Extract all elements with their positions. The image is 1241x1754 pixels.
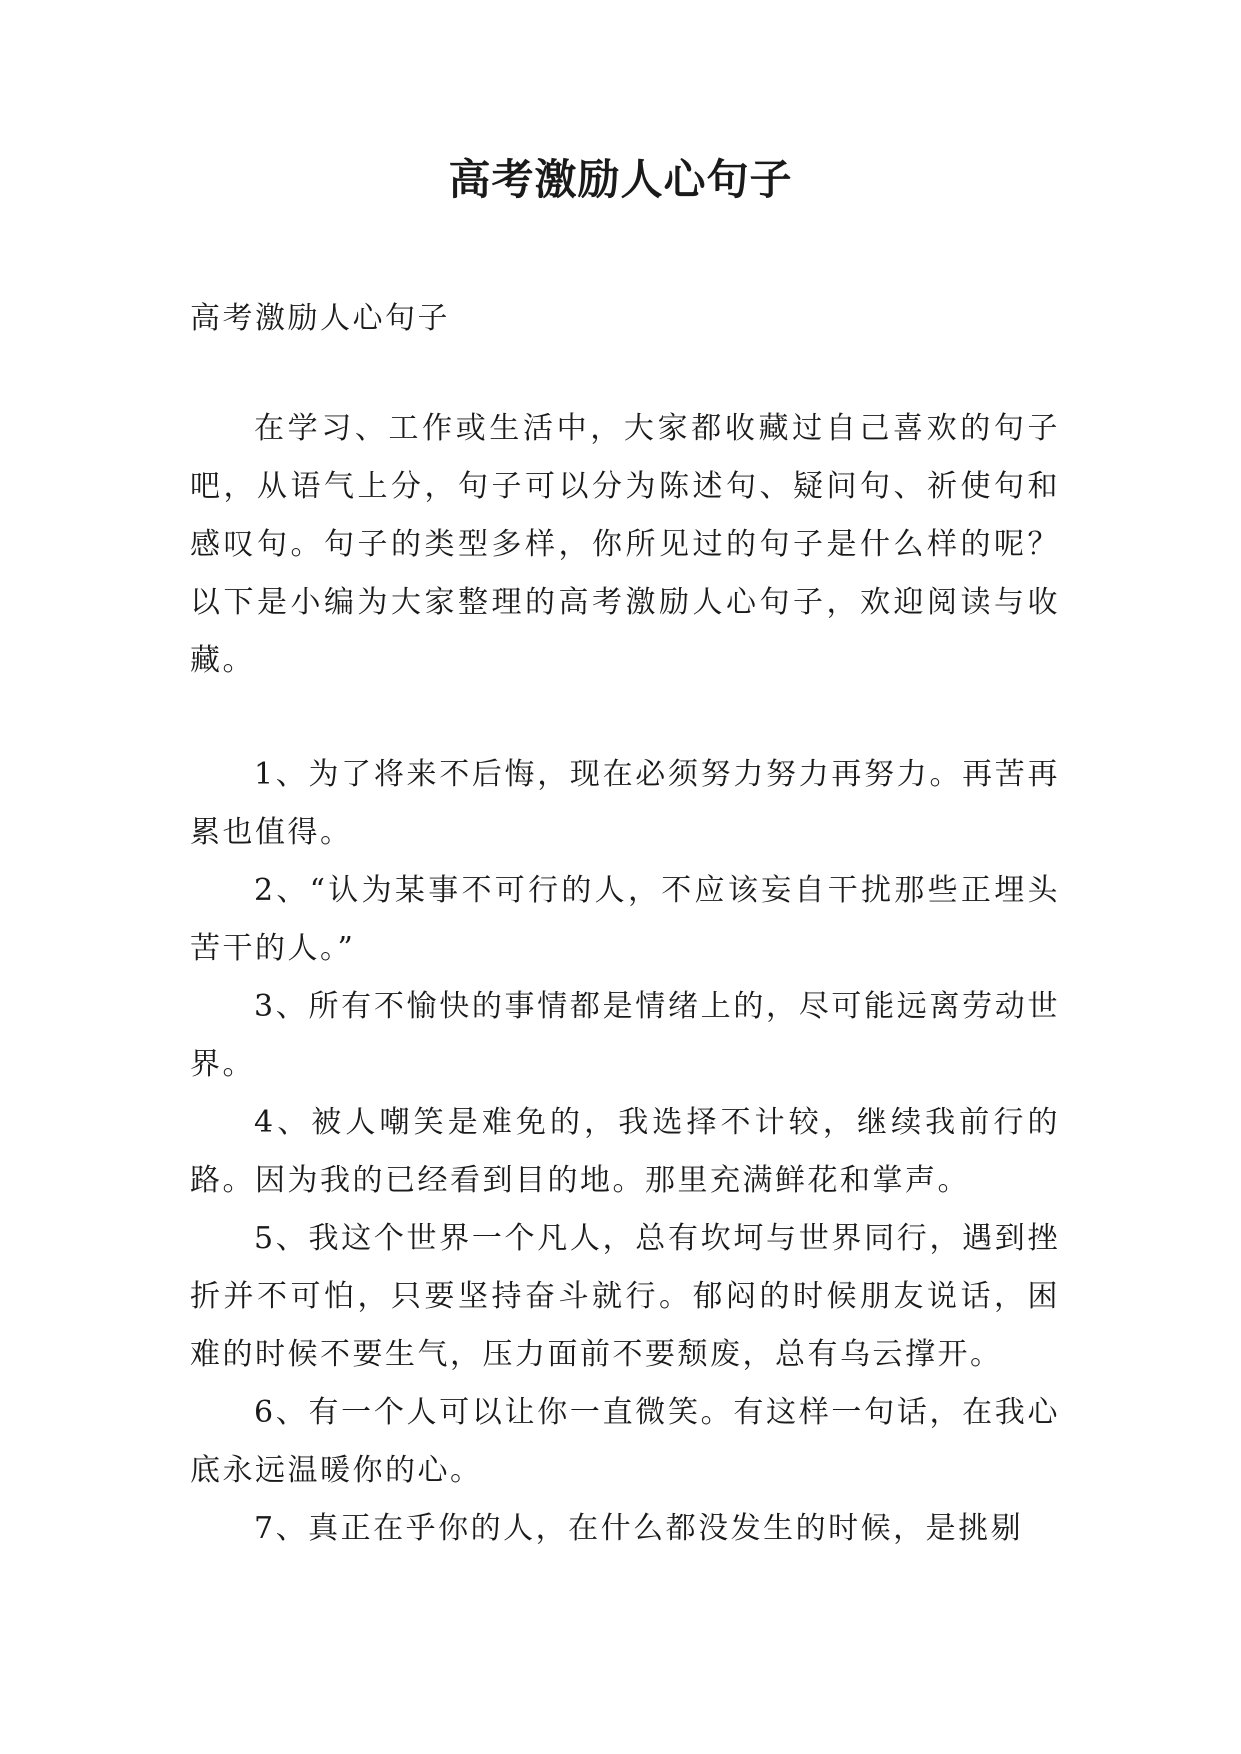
list-item: 2、“认为某事不可行的人，不应该妄自干扰那些正埋头苦干的人。” — [190, 873, 1060, 966]
document-title: 高考激励人心句子 — [448, 155, 793, 204]
list-item: 5、我这个世界一个凡人，总有坎坷与世界同行，遇到挫折并不可怕，只要坚持奋斗就行。郁闷的时候朋友说话，困难的时候不要生气，压力面前不要颓废，总有乌云撑开。 — [190, 1221, 1060, 1372]
list-item: 1、为了将来不后悔，现在必须努力努力再努力。再苦再累也值得。 — [190, 757, 1060, 850]
document-subtitle: 高考激励人心句子 — [190, 301, 450, 336]
list-item: 3、所有不愉快的事情都是情绪上的，尽可能远离劳动世界。 — [190, 989, 1060, 1082]
list-item: 6、有一个人可以让你一直微笑。有这样一句话，在我心底永远温暖你的心。 — [190, 1395, 1060, 1488]
list-item: 4、被人嘲笑是难免的，我选择不计较，继续我前行的路。因为我的已经看到目的地。那里充满鲜花和掌声。 — [190, 1105, 1060, 1198]
intro-paragraph: 在学习、工作或生活中，大家都收藏过自己喜欢的句子吧，从语气上分，句子可以分为陈述句、疑问句、祈使句和感叹句。句子的类型多样，你所见过的句子是什么样的呢？以下是小编为大家整理的高考激励人心句子，欢迎阅读与收藏。 — [190, 411, 1060, 678]
document-body — [190, 290, 1060, 1558]
list-item: 7、真正在乎你的人，在什么都没发生的时候，是挑剔 — [254, 1511, 1024, 1546]
